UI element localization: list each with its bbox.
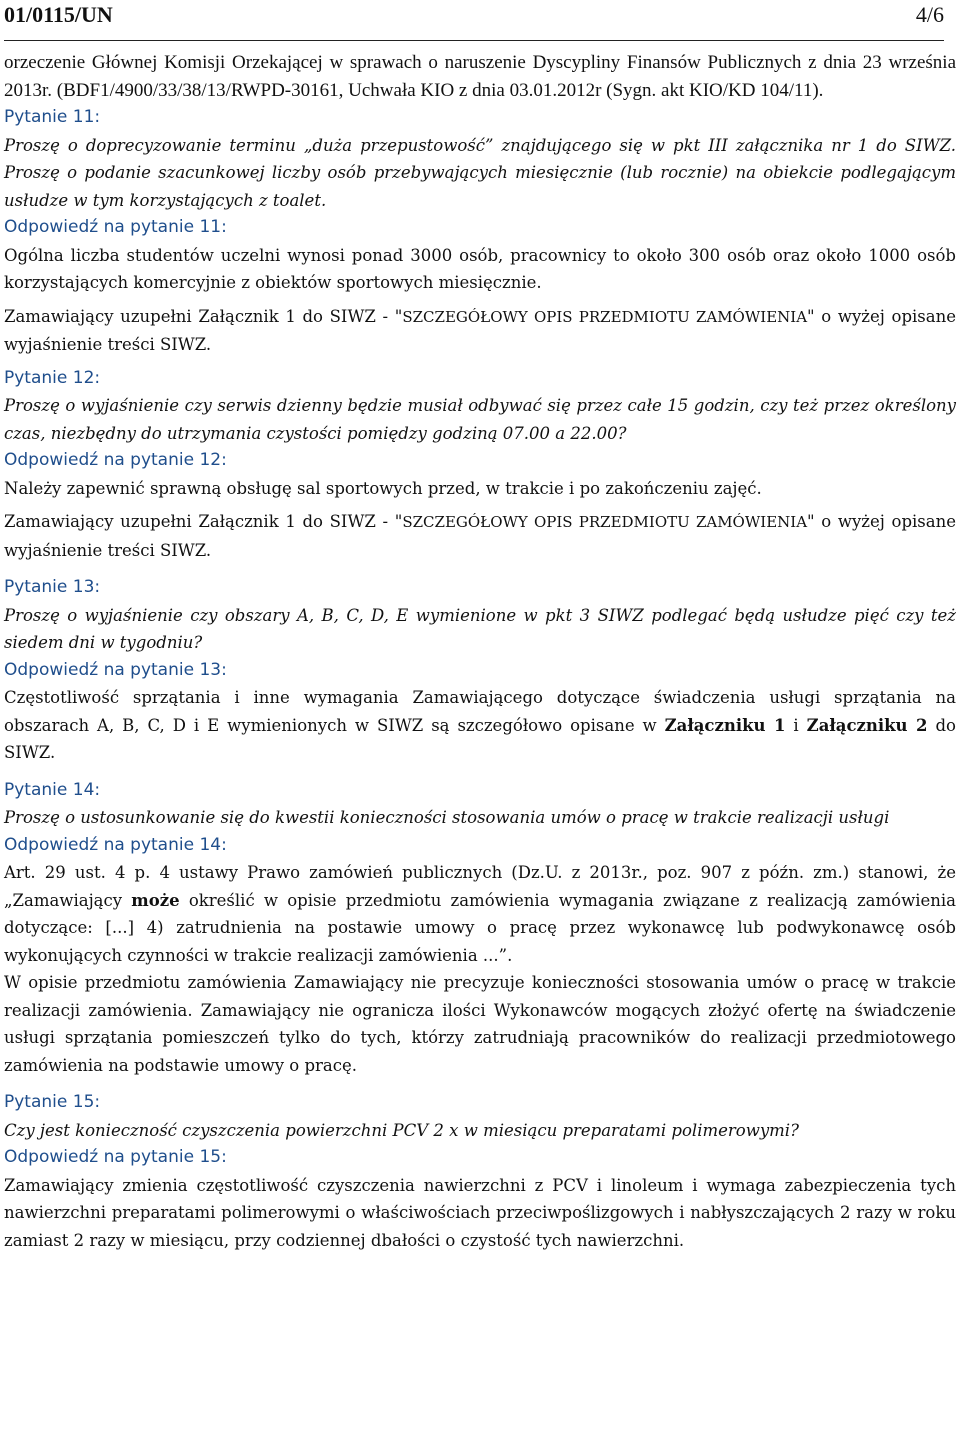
answer-14-text-end: określić w opisie przedmiotu zamówienia wymagania związane z realizacją zamówienia dotyczące: [...] 4) zatrudnienia na postawie umowy o pracę przez wykonawcę lub podwykonawcę osób wykonujących czynności w trakcie realizacji zamówienia ...”. (4, 890, 956, 965)
spacer (4, 767, 956, 777)
answer-11-attachment-note (4, 303, 956, 359)
answer-13-attachment-2: Załączniku 2 (806, 715, 928, 735)
page-header (4, 0, 944, 41)
answer-15-label: Odpowiedź na pytanie 15: (4, 1147, 227, 1167)
question-12-label: Pytanie 12: (4, 367, 101, 388)
question-12-text: Proszę o wyjaśnienie czy serwis dzienny będzie musiał odbywać się przez całe 15 godzin, czy też przez określony czas, niezbędny do utrzymania czystości pomiędzy godziną 07.00 a 22.00? (4, 396, 956, 443)
answer-12-label: Odpowiedź na pytanie 12: (4, 450, 227, 470)
answer-11-text: Ogólna liczba studentów uczelni wynosi ponad 3000 osób, pracownicy to około 300 osób oraz około 1000 osób korzystających komercyjnie z obiektów sportowych miesięcznie. (4, 245, 956, 292)
question-15-label: Pytanie 15: (4, 1092, 101, 1112)
question-11-text (4, 132, 956, 215)
answer-14-label: Odpowiedź na pytanie 14: (4, 834, 227, 855)
answer-14-text-2: W opisie przedmiotu zamówienia Zamawiający nie precyzuje konieczności stosowania umów o pracę w trakcie realizacji zamówienia. Zamawiający nie ogranicza ilości Wykonawców mogących złożyć ofertę na świadczenie usługi sprzątania pomieszczeń tylko do tych, którzy zatrudniają pracowników do realizacji przedmiotowego zamówienia na podstawie umowy o pracę. (4, 973, 956, 1075)
answer-13-attachment-1: Załączniku 1 (664, 715, 786, 735)
answer-11-note-caps: SZCZEGÓŁOWY OPIS PRZEDMIOTU ZAMÓWIENIA (402, 307, 808, 326)
spacer (4, 1079, 956, 1089)
answer-12-text: Należy zapewnić sprawną obsługę sal sportowych przed, w trakcie i po zakończeniu zajęć. (4, 478, 762, 498)
question-11-label: Pytanie 11: (4, 107, 101, 127)
question-14-label: Pytanie 14: (4, 779, 101, 800)
answer-13-label: Odpowiedź na pytanie 13: (4, 659, 227, 680)
answer-11-note-start: Zamawiający uzupełni Załącznik 1 do SIWZ - " (4, 306, 403, 326)
question-13-label: Pytanie 13: (4, 577, 101, 597)
document-body (4, 49, 956, 1254)
question-14-text: Proszę o ustosunkowanie się do kwestii konieczności stosowania umów o pracę w trakcie realizacji usługi (4, 808, 890, 827)
answer-14-text (4, 859, 956, 969)
answer-11-note-end: " o wyżej opisane wyjaśnienie treści SIWZ. (4, 306, 956, 354)
page-number: 4/6 (915, 2, 944, 27)
intro-paragraph: orzeczenie Głównej Komisji Orzekającej w sprawach o naruszenie Dyscypliny Finansów Publicznych z dnia 23 września 2013r. (BDF1/4900/33/38/13/RWPD-30161, Uchwała KIO z dnia 03.01.2012r (Sygn. akt KIO/KD 104/11). (4, 52, 956, 101)
spacer (4, 564, 956, 574)
answer-12-note-caps: SZCZEGÓŁOWY OPIS PRZEDMIOTU ZAMÓWIENIA (402, 513, 808, 531)
answer-13-text-mid: i (785, 715, 807, 735)
answer-11-label: Odpowiedź na pytanie 11: (4, 217, 227, 237)
answer-13-text (4, 684, 956, 767)
question-11-text-a: Proszę o doprecyzowanie terminu „duża przepustowość” znajdującego się w pkt III załącznika nr 1 do SIWZ. (4, 135, 956, 155)
answer-14-bold-word: może (131, 890, 180, 910)
answer-13-text-end: do SIWZ. (4, 715, 956, 762)
question-15-text: Czy jest konieczność czyszczenia powierzchni PCV 2 x w miesiącu preparatami polimerowymi? (4, 1120, 799, 1140)
answer-15-text: Zamawiający zmienia częstotliwość czyszczenia nawierzchni z PCV i linoleum i wymaga zabezpieczenia tych nawierzchni preparatami polimerowymi o właściwościach przeciwpoślizgowych i nabłyszczających 2 razy w roku zamiast 2 razy w miesiącu, przy codziennej dbałości o czystość tych nawierzchni. (4, 1175, 956, 1250)
document-id: 01/0115/UN (4, 2, 113, 27)
answer-14-text-start: Art. 29 ust. 4 p. 4 ustawy Prawo zamówień publicznych (Dz.U. z 2013r., poz. 907 z późn. zm.) stanowi, że „Zamawiający (4, 863, 956, 910)
answer-13-text-start: Częstotliwość sprzątania i inne wymagania Zamawiającego dotyczące świadczenia usługi sprzątania na obszarach A, B, C, D i E wymienionych w SIWZ są szczegółowo opisane w (4, 688, 956, 735)
question-13-text: Proszę o wyjaśnienie czy obszary A, B, C, D, E wymienione w pkt 3 SIWZ podlegać będą usłudze pięć czy też siedem dni w tygodniu? (4, 605, 956, 652)
answer-12-note-end: " o wyżej opisane wyjaśnienie treści SIWZ. (4, 512, 956, 560)
question-11-text-b: Proszę o podanie szacunkowej liczby osób przebywających miesięcznie (lub rocznie) na obiekcie podlegającym usłudze w tym korzystających z toalet. (4, 163, 956, 210)
answer-12-note-start: Zamawiający uzupełni Załącznik 1 do SIWZ - " (4, 512, 403, 531)
answer-12-attachment-note (4, 508, 956, 564)
